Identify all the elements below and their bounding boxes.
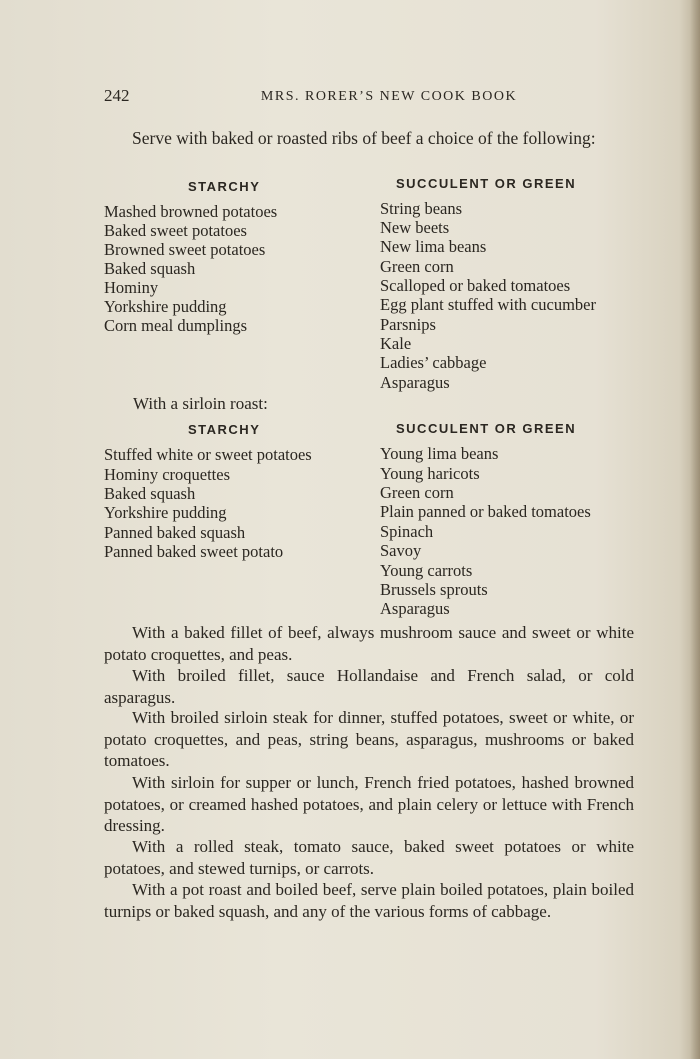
paragraph: With a rolled steak, tomato sauce, baked sweet potatoes or white potatoes, and stewed turnips, or carrots.	[104, 837, 634, 878]
paragraph: With sirloin for supper or lunch, French fried potatoes, hashed browned potatoes, or creamed hashed potatoes, and plain celery or lettuce with French dressing.	[104, 773, 634, 835]
section2-starchy-item: Panned baked sweet potato	[104, 542, 284, 561]
section1-green-item: Green corn	[380, 257, 454, 276]
section2-green-item: Young haricots	[380, 464, 480, 483]
section1-starchy-heading: STARCHY	[188, 179, 261, 194]
section2-green-item: Green corn	[380, 483, 454, 502]
paragraph: With broiled fillet, sauce Hollandaise and French salad, or cold asparagus.	[104, 666, 634, 707]
section1-green-item: New beets	[380, 218, 450, 237]
section1-starchy-item: Corn meal dumplings	[104, 316, 247, 335]
section2-starchy-item: Hominy croquettes	[104, 465, 231, 484]
section1-green-heading: SUCCULENT OR GREEN	[396, 176, 577, 191]
section1-green-item: Ladies’ cabbage	[380, 353, 487, 372]
section2-starchy-item: Panned baked squash	[104, 523, 246, 542]
paragraph: With a baked fillet of beef, always mushroom sauce and sweet or white potato croquettes, and peas.	[104, 623, 634, 664]
section2-green-item: Asparagus	[380, 599, 450, 618]
section1-green-item: Kale	[380, 334, 412, 353]
paragraph: With broiled sirloin steak for dinner, stuffed potatoes, sweet or white, or potato croquettes, and peas, string beans, asparagus, mushrooms or baked tomatoes.	[104, 708, 634, 770]
section2-starchy-item: Baked squash	[104, 484, 196, 503]
section1-green-item: Scalloped or baked tomatoes	[380, 276, 571, 295]
running-head: MRS. RORER’S NEW COOK BOOK	[260, 89, 518, 104]
section2-green-heading: SUCCULENT OR GREEN	[396, 421, 577, 436]
page-header	[104, 86, 634, 110]
section1-green-item: Asparagus	[380, 373, 450, 392]
section2-green-item: Brussels sprouts	[380, 580, 488, 599]
section2-starchy-item: Yorkshire pudding	[104, 503, 227, 522]
section1-starchy-item: Hominy	[104, 278, 159, 297]
section2-intro: With a sirloin roast:	[133, 394, 268, 413]
section1-intro: Serve with baked or roasted ribs of beef a choice of the following:	[132, 128, 596, 148]
section2-green-item: Young carrots	[380, 561, 473, 580]
section1-starchy-item: Baked squash	[104, 259, 196, 278]
section2-green-item: Plain panned or baked tomatoes	[380, 502, 591, 521]
section1-green-item: Egg plant stuffed with cucumber	[380, 295, 596, 314]
section1-green-item: Parsnips	[380, 315, 436, 334]
section1-starchy-item: Baked sweet potatoes	[104, 221, 247, 240]
page-number: 242	[104, 86, 130, 105]
section2-starchy-heading: STARCHY	[188, 422, 261, 437]
section2-green-item: Savoy	[380, 541, 422, 560]
section1-green-item: String beans	[380, 199, 463, 218]
page-edge-shadow	[690, 0, 700, 1059]
section1-starchy-item: Mashed browned potatoes	[104, 202, 278, 221]
section1-starchy-item: Browned sweet potatoes	[104, 240, 266, 259]
section2-starchy-item: Stuffed white or sweet potatoes	[104, 445, 312, 464]
paragraph: With a pot roast and boiled beef, serve plain boiled potatoes, plain boiled turnips or baked squash, and any of the various forms of cabbage.	[104, 880, 634, 921]
section1-green-item: New lima beans	[380, 237, 487, 256]
section2-green-item: Spinach	[380, 522, 434, 541]
section1-starchy-item: Yorkshire pudding	[104, 297, 227, 316]
section2-green-item: Young lima beans	[380, 444, 499, 463]
